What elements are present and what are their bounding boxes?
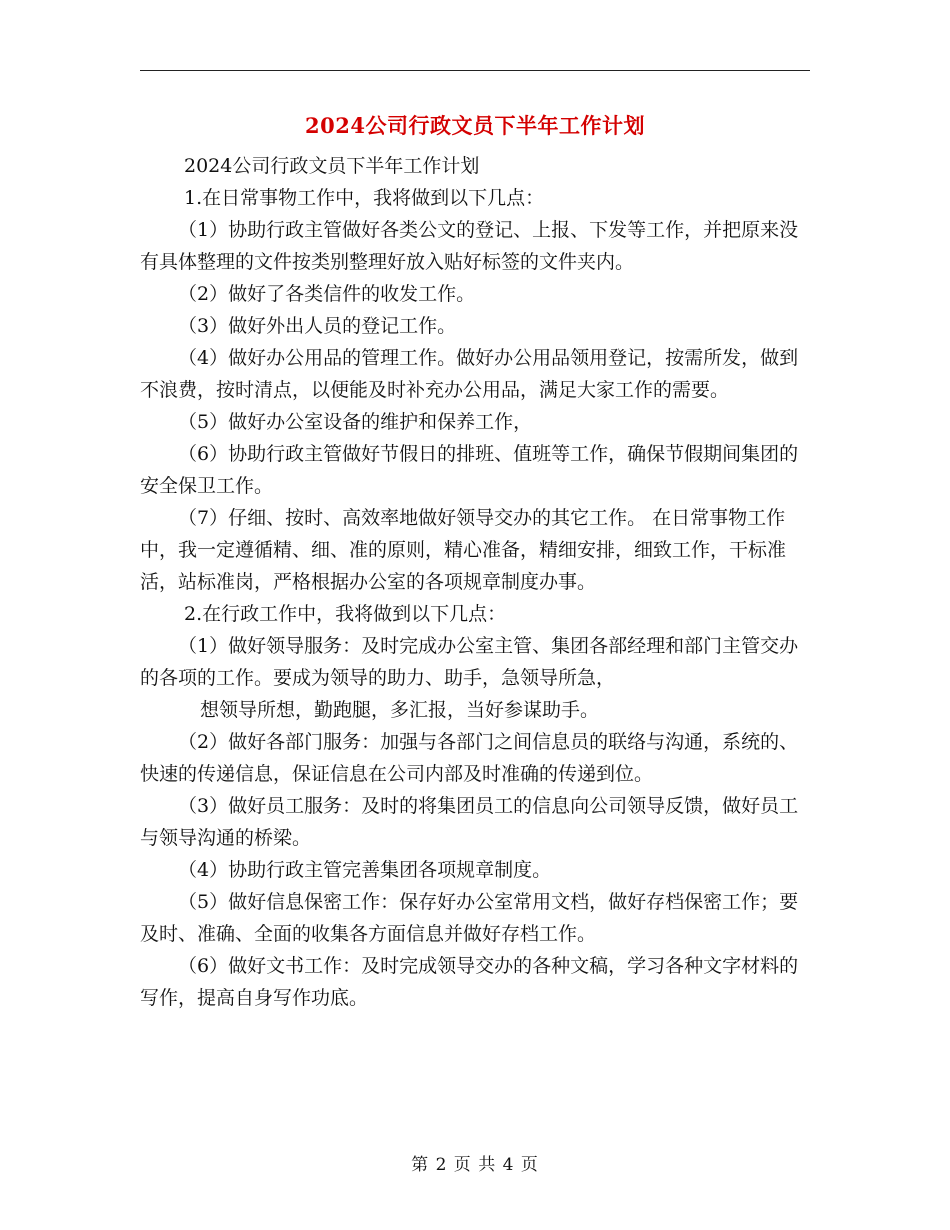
paragraph-1-6: （6）协助行政主管做好节假日的排班、值班等工作，确保节假期间集团的安全保卫工作。 <box>140 443 799 497</box>
paragraph-1-7: （7）仔细、按时、高效率地做好领导交办的其它工作。 在日常事物工作中，我一定遵循精、细、准的原则，精心准备，精细安排，细致工作，干标准活，站标准岗，严格根据办公室的各项规章制度办事。 <box>140 507 787 593</box>
paragraph-1-2: （2）做好了各类信件的收发工作。 <box>178 283 476 305</box>
paragraph-1-5: （5）做好办公室设备的维护和保养工作， <box>178 411 533 433</box>
paragraph-2-2: （2）做好各部门服务：加强与各部门之间信息员的联络与沟通，系统的、快速的传递信息，保证信息在公司内部及时准确的传递到位。 <box>140 731 799 785</box>
paragraph-2-1-continued: 想领导所想，勤跑腿，多汇报，当好参谋助手。 <box>200 699 600 721</box>
paragraph-2-4: （4）协助行政主管完善集团各项规章制度。 <box>178 859 552 881</box>
paragraph-1-1: （1）协助行政主管做好各类公文的登记、上报、下发等工作，并把原来没有具体整理的文件按类别整理好放入贴好标签的文件夹内。 <box>140 219 799 273</box>
paragraph-2-3: （3）做好员工服务：及时的将集团员工的信息向公司领导反馈，做好员工与领导沟通的桥梁。 <box>140 795 799 849</box>
paragraph-1-3: （3）做好外出人员的登记工作。 <box>178 315 457 337</box>
paragraph-2-6: （6）做好文书工作：及时完成领导交办的各种文稿，学习各种文字材料的写作，提高自身写作功底。 <box>140 955 799 1009</box>
paragraph-section-1-heading: 1.在日常事物工作中，我将做到以下几点： <box>184 187 545 209</box>
document-body <box>140 150 810 1014</box>
paragraph-2-5: （5）做好信息保密工作：保存好办公室常用文档，做好存档保密工作；要及时、准确、全面的收集各方面信息并做好存档工作。 <box>140 891 799 945</box>
paragraph-1-4: （4）做好办公用品的管理工作。做好办公用品领用登记，按需所发，做到不浪费，按时清点，以便能及时补充办公用品，满足大家工作的需要。 <box>140 347 799 401</box>
paragraph-2-1: （1）做好领导服务：及时完成办公室主管、集团各部经理和部门主管交办的各项的工作。要成为领导的助力、助手，急领导所急， <box>140 635 799 689</box>
paragraph-section-2-heading: 2.在行政工作中，我将做到以下几点： <box>184 603 507 625</box>
paragraph-subtitle: 2024公司行政文员下半年工作计划 <box>184 155 480 177</box>
page-number: 第 2 页 共 4 页 <box>411 1155 539 1175</box>
header-rule <box>140 70 810 71</box>
document-title: 2024公司行政文员下半年工作计划 <box>305 113 645 138</box>
